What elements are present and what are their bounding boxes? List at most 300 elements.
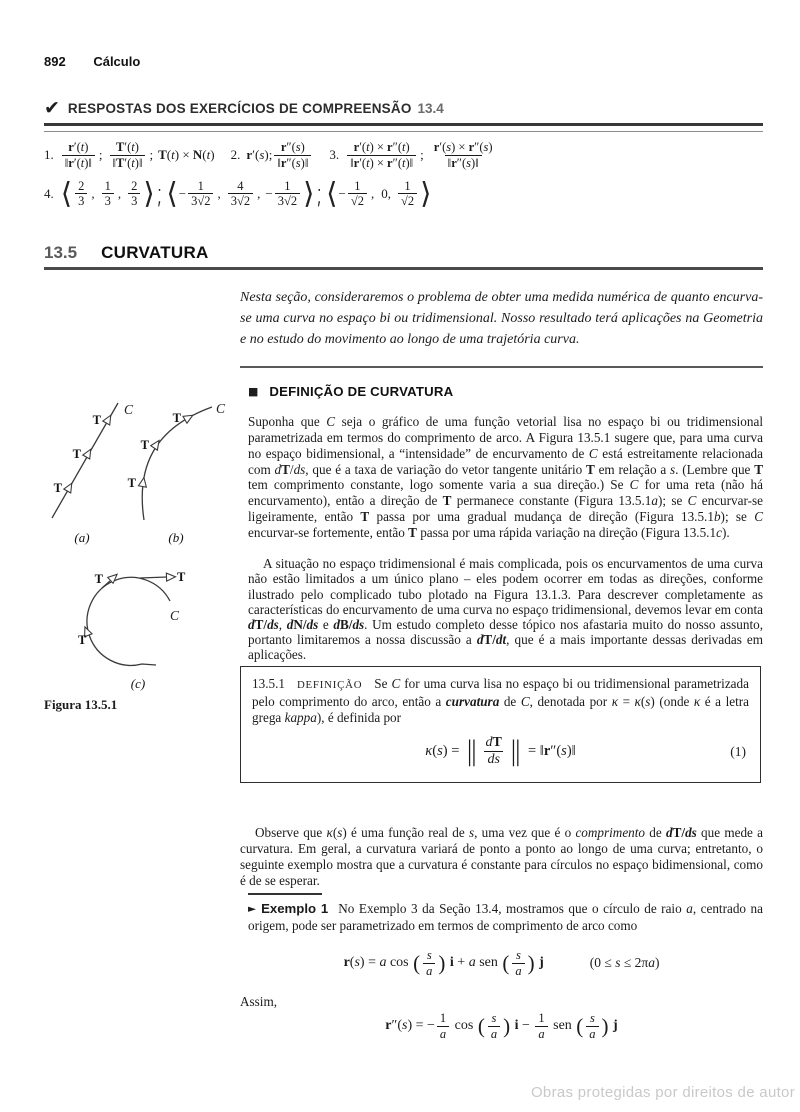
fraction xyxy=(437,1011,449,1042)
separator: , xyxy=(117,185,122,201)
text-segment: Observe que xyxy=(255,825,327,841)
text-segment: ( xyxy=(349,955,355,971)
text-segment: r xyxy=(68,155,74,170)
text-segment: ″( xyxy=(456,155,467,170)
text-segment: r xyxy=(385,1018,392,1034)
text-segment: s xyxy=(354,955,360,971)
text-segment: sen xyxy=(475,955,502,971)
text-segment: T xyxy=(483,632,493,648)
text-segment: T xyxy=(360,508,370,524)
text-segment: T xyxy=(586,461,595,477)
text-segment: r xyxy=(451,155,457,170)
text-segment: de xyxy=(499,693,521,709)
text-segment: C xyxy=(391,676,401,691)
text-segment: 3√ xyxy=(191,194,205,209)
separator: , xyxy=(257,185,261,201)
text-segment: = xyxy=(618,693,635,709)
text-segment: T xyxy=(116,155,125,170)
math-text xyxy=(344,955,413,971)
text-segment: C xyxy=(588,445,598,461)
definition-term: DEFINIÇÃO xyxy=(296,679,363,691)
tangent-arrowhead-icon xyxy=(64,481,75,493)
text-segment: T xyxy=(158,147,167,163)
tangent-arrowhead-icon xyxy=(138,477,147,487)
math-text xyxy=(536,955,544,971)
definition-heading-label: DEFINIÇÃO DE CURVATURA xyxy=(269,384,454,399)
text-segment: s xyxy=(589,1011,595,1025)
subfigure-caption: (c) xyxy=(130,676,146,691)
text-segment: T xyxy=(116,140,125,154)
text-segment: b xyxy=(713,508,721,524)
example-label: Exemplo 1 xyxy=(261,901,329,916)
text-segment: , que é a mais importante dessas derivadas em aplicações. xyxy=(248,632,763,663)
text-segment: ds xyxy=(685,825,697,841)
text-segment: 3√ xyxy=(230,194,244,209)
text-segment: ′( xyxy=(252,147,260,163)
text-segment: está estreitamente relacionada com xyxy=(248,445,763,477)
text-segment: a xyxy=(468,955,476,971)
text-segment: passa por uma rápida variação na direção (Figura 13.5.1 xyxy=(416,524,717,540)
minus-sign: − xyxy=(338,185,346,201)
text-segment: d xyxy=(248,617,255,632)
text-segment: ′( xyxy=(124,155,132,170)
text-segment: ds xyxy=(352,617,365,632)
text-segment: cos xyxy=(451,1018,477,1034)
text-segment: . Um estudo completo desse tópico nos afastaria muito do nosso assunto, portanto limitaremos a nossa discussão a xyxy=(248,617,764,648)
text-segment: dt xyxy=(495,632,507,648)
text-segment: , denotada por xyxy=(529,693,612,709)
text-segment: 1 xyxy=(104,178,111,193)
divider-rule xyxy=(44,123,763,132)
text-segment: ) é uma função real de xyxy=(342,825,469,841)
copyright-watermark: Obras protegidas por direitos de autor xyxy=(530,1084,795,1101)
text-segment: s xyxy=(446,140,452,154)
text-segment: ). xyxy=(721,524,730,540)
text-segment: s xyxy=(669,461,676,477)
tangent-arrowhead-icon xyxy=(83,447,94,459)
text-segment: a xyxy=(439,1026,447,1041)
tangent-vector-label: T xyxy=(53,481,62,495)
text-segment: r xyxy=(387,140,393,154)
text-segment: N xyxy=(293,617,303,632)
text-segment: s xyxy=(466,155,471,170)
zero-term: 0, xyxy=(381,185,391,201)
paren: ( xyxy=(576,1013,584,1038)
text-segment: √ xyxy=(350,194,358,209)
text-segment: (onde xyxy=(654,693,694,709)
math-text xyxy=(425,743,463,760)
page-header xyxy=(44,54,140,69)
text-segment: d xyxy=(666,825,673,841)
text-segment: ds xyxy=(306,617,319,632)
text-segment: )‖ xyxy=(134,155,143,170)
math-text xyxy=(524,743,575,760)
text-segment: s xyxy=(295,155,301,170)
text-segment: ′( xyxy=(73,140,81,154)
text-segment: + xyxy=(453,955,469,971)
text-segment: ) xyxy=(210,147,215,163)
text-segment: s xyxy=(645,693,651,709)
answer-row-2 xyxy=(44,176,763,211)
text-segment: d xyxy=(333,617,340,632)
text-segment: C xyxy=(629,477,639,493)
text-segment: d xyxy=(274,461,282,477)
fraction xyxy=(275,179,300,210)
tangent-vector-label: T xyxy=(140,438,149,452)
text-segment: 2 xyxy=(407,194,415,209)
text-segment: ≤ 2π xyxy=(620,955,649,971)
separator: , xyxy=(217,185,221,201)
tangent-vector-label: T xyxy=(177,570,186,584)
text-segment: T xyxy=(254,617,264,632)
text-segment: ) × xyxy=(369,140,388,154)
minus-sign: − xyxy=(178,185,187,201)
text-segment: ); se xyxy=(720,508,755,524)
paren: ( xyxy=(502,950,510,975)
text-segment: Se xyxy=(374,676,392,691)
text-segment: ) = xyxy=(359,955,380,971)
text-segment: ) xyxy=(300,140,305,154)
text-segment: s xyxy=(494,752,500,768)
text-segment: ( xyxy=(432,743,438,760)
text-segment: for uma reta (não há encurvamento), então a direção de xyxy=(248,477,763,509)
separator: ; xyxy=(149,147,154,163)
text-segment: r xyxy=(353,140,360,154)
tangent-vector-label: T xyxy=(78,633,87,647)
text-segment: ) = − xyxy=(407,1018,435,1034)
text-segment: )‖ xyxy=(471,155,479,170)
curve-label: C xyxy=(170,608,180,623)
text-segment: em relação a xyxy=(594,461,670,477)
triangle-marker-icon: ► xyxy=(248,903,257,915)
math-text xyxy=(610,1018,618,1034)
answer-number: 3. xyxy=(329,147,340,163)
text-segment: t xyxy=(131,155,135,170)
text-segment: 3√ xyxy=(277,194,291,209)
paragraph-1 xyxy=(248,414,763,540)
norm-bar: ‖ xyxy=(465,736,479,768)
paren: ( xyxy=(477,1013,485,1038)
fraction xyxy=(62,140,95,171)
text-segment: 3 xyxy=(78,194,85,209)
paren: ) xyxy=(601,1013,609,1038)
tangent-vector-label: T xyxy=(92,413,101,427)
text-segment: / xyxy=(302,617,307,632)
example-rule xyxy=(248,893,322,895)
curve-label: C xyxy=(124,402,134,417)
text-segment: d xyxy=(476,632,484,648)
angle-bracket: ⟨ xyxy=(60,176,73,211)
tangent-vector-label: T xyxy=(72,447,81,461)
text-segment: ( xyxy=(640,693,646,709)
figure-b xyxy=(128,401,226,545)
text-segment: j xyxy=(613,1018,618,1034)
text-segment: tem comprimento constante, logo somente varia a sua direção.) Se xyxy=(248,477,630,493)
text-segment: s xyxy=(468,825,475,841)
text-segment: ) xyxy=(84,140,89,154)
text-segment: kappa xyxy=(284,709,317,725)
text-segment: ); se xyxy=(657,493,688,509)
math-text xyxy=(511,1018,533,1034)
checkmark-icon: ✔ xyxy=(44,97,60,119)
text-segment: C xyxy=(687,493,697,509)
text-segment: comprimento xyxy=(575,825,646,841)
text-segment: κ xyxy=(611,693,619,709)
answer-number: 4. xyxy=(44,185,54,201)
fraction xyxy=(423,948,435,979)
text-segment: / xyxy=(263,617,268,632)
text-segment: ) × xyxy=(451,140,469,154)
text-segment: 4 xyxy=(237,178,244,193)
text-segment: ) × xyxy=(369,155,388,170)
math-text xyxy=(385,1018,435,1034)
fraction xyxy=(431,140,496,171)
angle-bracket: ⟩ xyxy=(420,176,432,211)
text-segment: T xyxy=(754,461,763,477)
text-segment: T xyxy=(281,461,290,477)
text-segment: , uma vez que é o xyxy=(474,825,576,841)
text-segment: r xyxy=(543,743,551,760)
text-segment: κ xyxy=(693,693,701,709)
text-segment: ″( xyxy=(286,155,296,170)
square-bullet-icon: ■ xyxy=(248,385,259,398)
text-segment: s xyxy=(491,1011,497,1025)
text-segment: / xyxy=(681,825,686,841)
separator: , xyxy=(91,185,95,201)
paren: ) xyxy=(503,1013,511,1038)
text-segment: No Exemplo 3 da Seção 13.4, mostramos que o círculo de raio xyxy=(338,901,687,916)
text-segment: a xyxy=(426,963,433,978)
domain-constraint xyxy=(590,955,660,971)
text-segment: (0 ≤ xyxy=(589,955,616,971)
angle-bracket: ⟩; xyxy=(143,176,165,211)
text-segment: ″( xyxy=(286,140,296,154)
text-segment: 3 xyxy=(104,194,111,209)
text-segment: t xyxy=(80,140,85,154)
equation-r-s xyxy=(240,948,763,979)
text-segment: T xyxy=(408,524,417,540)
fraction xyxy=(488,1011,500,1042)
text-segment: 3 xyxy=(131,194,138,209)
curve-label: C xyxy=(216,401,226,416)
text-segment: ) xyxy=(488,140,493,154)
text-segment: 2 xyxy=(290,194,298,209)
text-segment: s xyxy=(561,743,567,760)
subfigure-caption: (b) xyxy=(168,530,184,545)
text-segment: d xyxy=(286,617,294,632)
text-segment: ‖ xyxy=(112,155,117,170)
fraction xyxy=(110,140,146,171)
text-segment: ′( xyxy=(359,140,367,154)
text-segment: ( xyxy=(166,147,172,163)
text-segment: s xyxy=(295,140,301,154)
text-segment: i xyxy=(514,1018,519,1034)
text-segment: ′( xyxy=(359,155,367,170)
text-segment: a xyxy=(686,901,693,916)
answers-section-number: 13.4 xyxy=(417,101,444,116)
text-segment: ′( xyxy=(439,140,447,154)
text-segment: t xyxy=(366,140,370,154)
figure-c xyxy=(78,570,186,691)
figure-a xyxy=(52,402,134,545)
connective-text: Assim, xyxy=(240,994,278,1009)
circular-curve-path xyxy=(87,577,170,665)
tangent-arrowhead-icon xyxy=(183,412,195,423)
text-segment: B xyxy=(339,617,349,632)
text-segment: r xyxy=(468,140,475,154)
fraction xyxy=(348,179,367,210)
equation-r-second-derivative xyxy=(240,1011,763,1042)
text-segment: ′( xyxy=(73,155,81,170)
math-text xyxy=(550,1018,576,1034)
text-segment: ( xyxy=(202,147,207,163)
separator: ; xyxy=(98,147,103,163)
text-segment: r xyxy=(280,140,287,154)
divider-rule xyxy=(240,366,763,368)
norm-bar: ‖ xyxy=(508,736,523,768)
text-segment: t xyxy=(401,155,406,170)
example-section xyxy=(248,893,763,934)
text-segment: r xyxy=(280,155,287,170)
text-segment: A situação no espaço tridimensional é mais complicada, pois os encurvamentos de uma curva não estão limitados a um único plano – eles podem ocorrer em todas as direções, conforme ilustrado pelo complicado tubo plotado na Figura 13.1.3. Para descrever completamente as características do encurvamento de uma curva no espaço tridimensional, devemos levar em conta xyxy=(248,556,763,617)
section-heading xyxy=(44,243,763,270)
text-segment: d xyxy=(487,752,495,768)
angle-bracket: ⟩; xyxy=(303,176,325,211)
text-segment: ″( xyxy=(391,1018,402,1034)
text-segment: ) xyxy=(134,140,139,154)
page-number: 892 xyxy=(44,54,66,69)
tangent-vector-label: T xyxy=(94,572,103,586)
fraction xyxy=(398,179,417,210)
text-segment: − xyxy=(518,1018,534,1034)
text-segment: r xyxy=(353,155,360,170)
equation-curvature xyxy=(252,735,749,769)
text-segment: ″( xyxy=(392,140,402,154)
definition-box xyxy=(240,666,761,783)
intro-paragraph: Nesta seção, consideraremos o problema de obter uma medida numérica de quanto encurva-se uma curva no espaço bi ou tridimensional. Nosso resultado terá aplicações na Geometria e no estudo do movimento ao longo de uma trajetória curva. xyxy=(240,290,763,347)
text-segment: a xyxy=(651,493,658,509)
text-segment: , que é a taxa de variação do vetor tangente unitário xyxy=(305,461,586,477)
tangent-segment xyxy=(102,581,110,588)
text-segment: a xyxy=(648,955,655,971)
text-segment: 2 xyxy=(243,194,251,209)
text-segment: / xyxy=(348,617,353,632)
text-segment: encurvar-se ligeiramente, então xyxy=(248,493,763,524)
text-segment: s xyxy=(259,147,265,163)
tangent-vector-label: T xyxy=(127,476,136,490)
separator: , xyxy=(370,185,375,201)
text-segment: s xyxy=(426,948,432,962)
paragraph-3 xyxy=(240,825,763,888)
text-segment: c xyxy=(716,524,722,540)
text-segment: for uma curva lisa no espaço bi ou tridimensional parametrizada pelo comprimento do arco, então a xyxy=(252,676,749,709)
angle-bracket: ⟨ xyxy=(326,176,338,211)
tangent-arrowhead-icon xyxy=(103,413,114,425)
text-segment: r xyxy=(68,140,74,154)
text-segment: permanece constante (Figura 13.5.1 xyxy=(451,493,652,509)
text-segment: a xyxy=(589,1026,596,1041)
text-segment: a xyxy=(515,963,522,978)
tangent-arrowhead-icon xyxy=(166,573,175,581)
text-segment: . (Lembre que xyxy=(675,461,755,477)
paren: ) xyxy=(438,950,446,975)
fraction xyxy=(102,179,114,210)
example-paragraph xyxy=(248,901,763,934)
fraction xyxy=(535,1011,547,1042)
fraction xyxy=(274,140,311,171)
math-text xyxy=(158,147,215,163)
text-segment: , centrado na origem, pode ser parametrizado em termos de comprimento de arco como xyxy=(248,901,763,933)
text-segment: r xyxy=(343,955,350,971)
minus-sign: − xyxy=(265,185,273,201)
fraction xyxy=(128,179,140,210)
text-segment: 1 xyxy=(439,1011,447,1025)
text-segment: ‖ xyxy=(350,155,354,170)
fraction xyxy=(483,735,505,769)
text-segment: t xyxy=(80,155,85,170)
text-segment: sen xyxy=(549,1018,576,1034)
text-segment: ), é definida por xyxy=(316,709,402,725)
answer-number: 1. xyxy=(44,147,54,163)
text-segment: ) xyxy=(654,955,660,971)
paren: ( xyxy=(413,950,421,975)
section-title: CURVATURA xyxy=(101,243,209,262)
text-segment: ‖ xyxy=(64,155,69,170)
text-segment: t xyxy=(131,140,135,154)
text-segment: ) xyxy=(405,140,410,154)
text-segment: C xyxy=(326,414,336,430)
text-segment: T xyxy=(672,825,682,841)
fraction xyxy=(228,179,253,210)
text-segment: Suponha que xyxy=(248,414,327,430)
fraction xyxy=(188,179,213,210)
text-segment: de xyxy=(645,825,666,841)
text-segment: r xyxy=(246,147,253,163)
text-segment: / xyxy=(289,461,294,477)
text-segment: κ xyxy=(425,743,433,760)
angle-bracket: ⟨ xyxy=(166,176,178,211)
section-number: 13.5 xyxy=(44,243,78,262)
text-segment: )‖ xyxy=(566,743,576,760)
text-segment: = ‖ xyxy=(524,743,544,760)
fraction xyxy=(347,140,416,171)
text-segment: ″( xyxy=(474,140,484,154)
paragraph-2 xyxy=(248,556,763,662)
text-segment: a xyxy=(379,955,387,971)
fraction xyxy=(75,179,87,210)
text-segment: 1 xyxy=(404,178,411,193)
text-segment: ) xyxy=(650,693,655,709)
text-segment: r xyxy=(387,155,393,170)
book-title: Cálculo xyxy=(93,54,141,69)
answers-section xyxy=(44,99,763,209)
text-segment: ′( xyxy=(124,140,132,154)
text-segment: r xyxy=(433,140,440,154)
answers-heading xyxy=(44,99,763,118)
answers-title: RESPOSTAS DOS EXERCÍCIOS DE COMPREENSÃO xyxy=(67,101,412,116)
text-segment: T xyxy=(442,493,452,509)
text-segment: / xyxy=(492,632,496,648)
text-segment: 2 xyxy=(357,194,364,209)
text-segment: 2 xyxy=(131,178,138,193)
text-segment: t xyxy=(401,140,406,154)
text-segment: ); xyxy=(264,147,273,163)
text-segment: 1 xyxy=(197,178,204,193)
text-segment: t xyxy=(206,147,211,163)
text-segment: C xyxy=(754,508,763,524)
text-segment: , xyxy=(278,617,287,632)
text-segment: d xyxy=(485,734,493,750)
